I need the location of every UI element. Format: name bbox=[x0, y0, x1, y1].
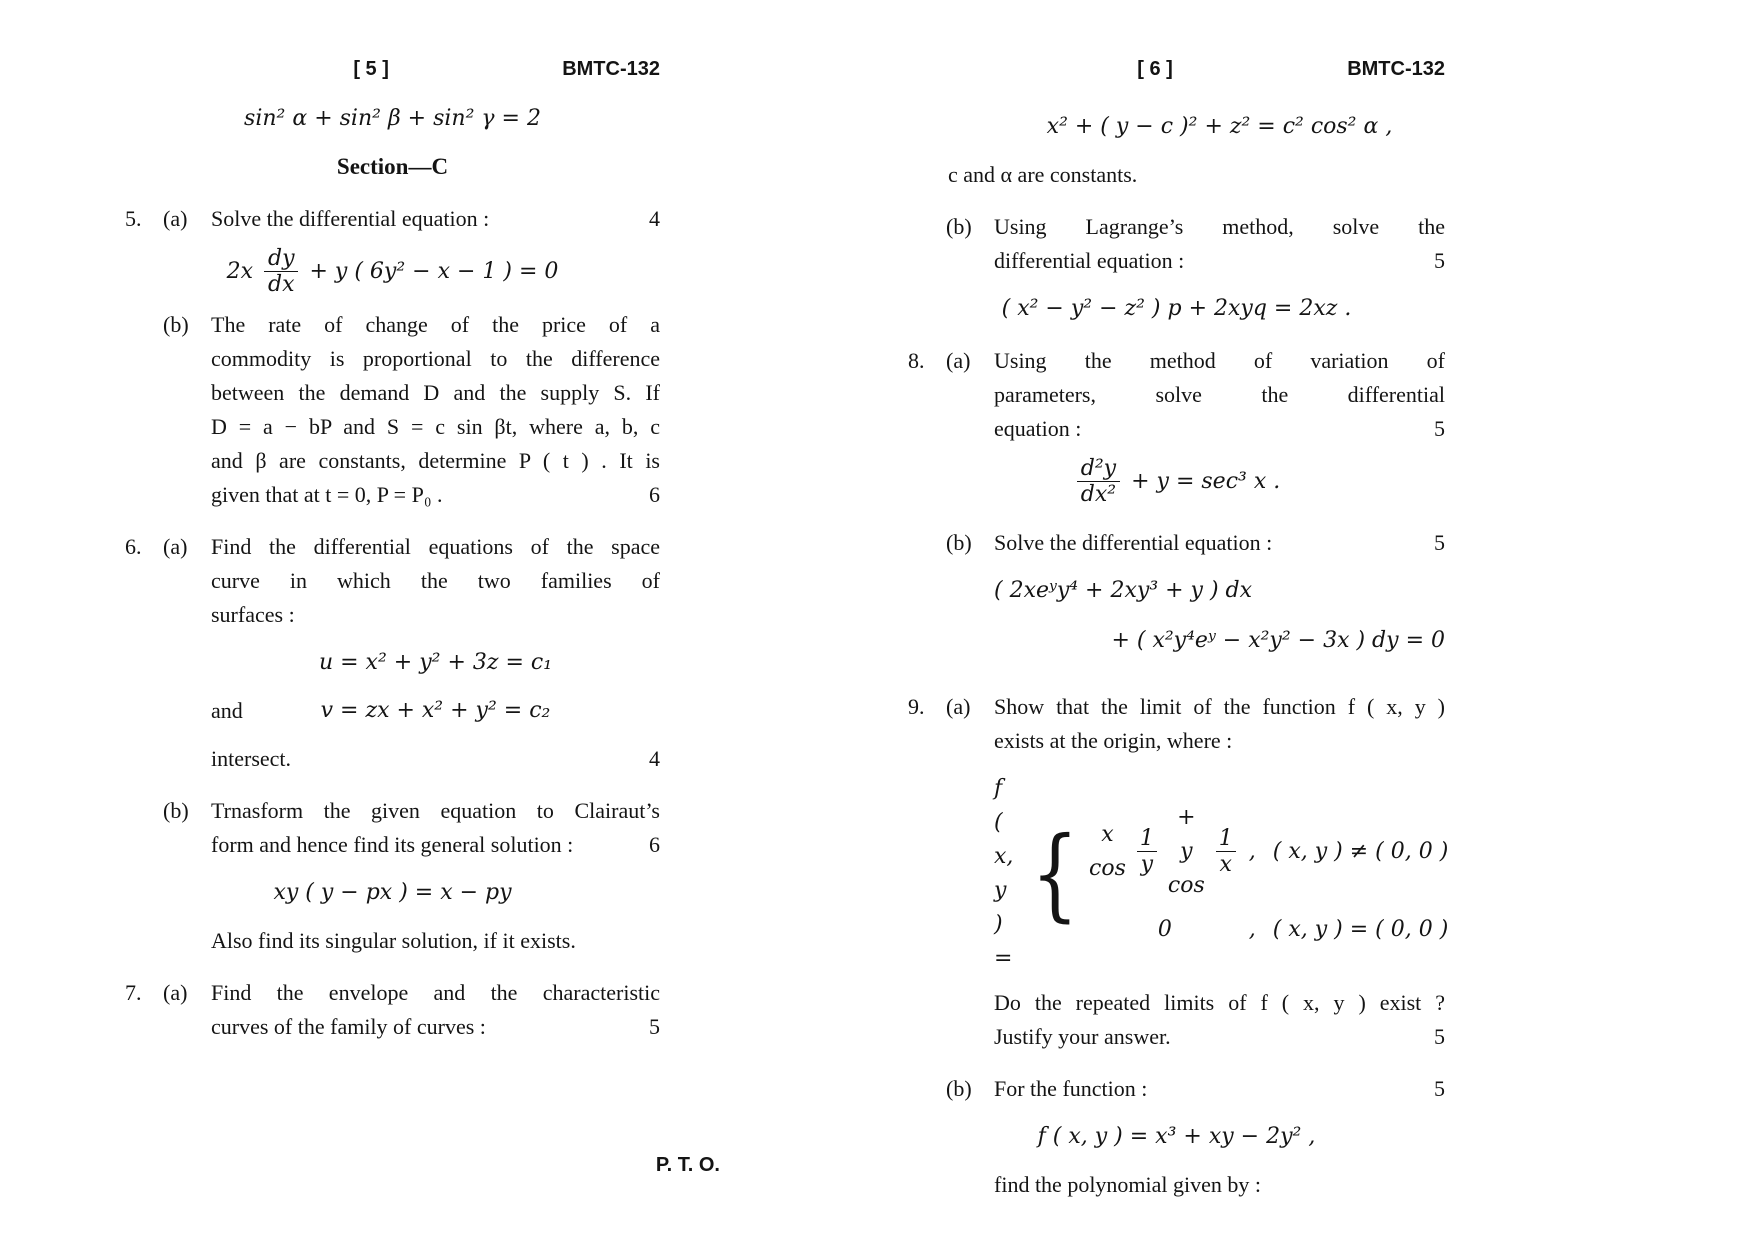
prompt-line bbox=[211, 202, 660, 236]
course-code: BMTC-132 bbox=[562, 58, 660, 80]
question-9b bbox=[908, 1072, 1445, 1106]
equation-exact-line2: + ( x²y⁴eʸ − x²y² − 3x ) dy = 0 bbox=[1111, 627, 1445, 653]
question-number-empty bbox=[908, 1072, 946, 1106]
question-text-line: Also find its singular solution, if it exists. bbox=[211, 927, 576, 953]
left-brace: { bbox=[1031, 814, 1080, 932]
question-text-line: Using Lagrange’s method, solve the bbox=[994, 214, 1445, 239]
question-body bbox=[994, 690, 1449, 1054]
part-label-empty bbox=[946, 96, 994, 158]
question-number: 8. bbox=[908, 348, 925, 373]
marks: 4 bbox=[649, 745, 660, 771]
question-text-line: equation : bbox=[994, 416, 1082, 441]
marks: 6 bbox=[649, 831, 660, 857]
case1-condition: ( x, y ) ≠ ( 0, 0 ) bbox=[1272, 838, 1449, 864]
last-line-with-marks bbox=[211, 828, 660, 862]
question-text-line: intersect. bbox=[211, 745, 292, 771]
question-7a-continued bbox=[908, 96, 1445, 158]
question-text: For the function : bbox=[994, 1075, 1148, 1101]
marks: 5 bbox=[1434, 1075, 1445, 1101]
question-text-line: Find the differential equations of the space bbox=[211, 533, 660, 559]
question-9a bbox=[908, 690, 1449, 1054]
question-body bbox=[994, 344, 1445, 446]
marks: 5 bbox=[1434, 416, 1445, 441]
part-label: (a) bbox=[946, 693, 971, 719]
part-label: (a) bbox=[163, 979, 188, 1005]
question-text-line: commodity is proportional to the difference bbox=[211, 345, 660, 371]
equation-u: u = x² + y² + 3z = c₁ bbox=[318, 649, 553, 675]
question-9b-tail bbox=[908, 1168, 1445, 1202]
fraction bbox=[1077, 456, 1120, 508]
equation-part: x cos bbox=[1089, 821, 1126, 881]
section-heading: Section—C bbox=[336, 154, 449, 179]
part-label: (a) bbox=[163, 206, 188, 231]
question-number: 9. bbox=[908, 693, 925, 719]
question-6b-tail bbox=[125, 924, 660, 958]
equation-lagrange: ( x² − y² − z² ) p + 2xyq = 2xz . bbox=[1001, 296, 1352, 321]
prompt-line bbox=[994, 1072, 1445, 1106]
and-word: and bbox=[211, 697, 243, 723]
question-number-empty bbox=[125, 794, 163, 862]
part-label: (a) bbox=[946, 348, 971, 373]
equation-part: 2x bbox=[226, 258, 253, 284]
question-text-line: curve in which the two families of bbox=[211, 567, 660, 593]
question-body bbox=[948, 158, 1445, 192]
question-number-empty bbox=[908, 210, 946, 278]
question-text-line: parameters, solve the differential bbox=[994, 382, 1445, 407]
question-number: 7. bbox=[125, 979, 142, 1005]
equation-v-row bbox=[211, 694, 660, 728]
function-lhs: f ( x, y ) = bbox=[994, 775, 1014, 971]
equation-q5a bbox=[125, 246, 660, 298]
part-label: (a) bbox=[163, 533, 188, 559]
fraction bbox=[264, 246, 299, 298]
equation-exact-line1: ( 2xeʸy⁴ + 2xy³ + y ) dx bbox=[994, 577, 1253, 603]
question-text-line: given that at t = 0, P = P₀ . bbox=[211, 481, 443, 507]
prompt-line bbox=[994, 526, 1445, 560]
question-text-line: exists at the origin, where : bbox=[994, 727, 1233, 753]
question-7a bbox=[125, 976, 660, 1044]
part-label: (b) bbox=[946, 1075, 972, 1101]
last-line-with-marks bbox=[211, 742, 660, 776]
marks: 5 bbox=[1434, 1023, 1445, 1049]
last-line-with-marks bbox=[994, 244, 1445, 278]
page-number: [ 5 ] bbox=[353, 58, 389, 80]
page-5-content bbox=[125, 52, 660, 1044]
case2-expression: 0 bbox=[1157, 916, 1172, 942]
fraction-numerator: 1 bbox=[1218, 825, 1233, 851]
question-text-line: Justify your answer. bbox=[994, 1023, 1171, 1049]
question-number-empty bbox=[908, 1168, 946, 1202]
marks: 4 bbox=[649, 206, 660, 231]
question-body bbox=[994, 526, 1445, 672]
question-8b bbox=[908, 526, 1445, 672]
question-body bbox=[211, 202, 660, 236]
question-5b bbox=[125, 308, 660, 512]
question-text-line: Do the repeated limits of f ( x, y ) exist ? bbox=[994, 989, 1445, 1015]
fraction bbox=[1136, 826, 1158, 878]
question-7b bbox=[908, 210, 1445, 278]
question-text-line: Find the envelope and the characteristic bbox=[211, 979, 660, 1005]
piecewise-cases bbox=[1089, 801, 1448, 947]
question-text-line: form and hence find its general solution : bbox=[211, 831, 574, 857]
question-body bbox=[994, 96, 1445, 158]
question-number-empty bbox=[908, 158, 946, 192]
equation-v: v = zx + x² + y² = c₂ bbox=[320, 697, 551, 723]
question-8a bbox=[908, 344, 1445, 446]
question-body bbox=[211, 308, 660, 512]
marks: 6 bbox=[649, 481, 660, 507]
fraction-numerator: d²y bbox=[1080, 456, 1117, 481]
question-text: Solve the differential equation : bbox=[994, 529, 1273, 555]
fraction bbox=[1215, 826, 1237, 878]
equation-clairaut: xy ( y − px ) = x − py bbox=[273, 879, 512, 905]
case1-expression bbox=[1089, 801, 1241, 903]
page-5-header bbox=[125, 52, 660, 88]
question-number-empty bbox=[125, 308, 163, 512]
part-label: (b) bbox=[163, 311, 189, 337]
fraction-denominator: dx bbox=[264, 271, 299, 297]
question-text-line: Using the method of variation of bbox=[994, 348, 1445, 373]
footer-pto: P. T. O. bbox=[655, 1154, 720, 1176]
question-6a bbox=[125, 530, 660, 776]
question-5a bbox=[125, 202, 660, 236]
question-text-line: and β are constants, determine P ( t ) . It is bbox=[211, 447, 660, 473]
question-number: 5. bbox=[125, 206, 142, 231]
fraction-denominator: y bbox=[1137, 851, 1157, 877]
question-body bbox=[211, 794, 660, 862]
page-6 bbox=[877, 0, 1754, 1241]
fraction-numerator: 1 bbox=[1139, 825, 1154, 851]
equation-sin-identity: sin² α + sin² β + sin² γ = 2 bbox=[244, 106, 541, 131]
piecewise-function bbox=[994, 772, 1449, 976]
fraction-denominator: dx² bbox=[1077, 481, 1120, 507]
question-text: Solve the differential equation : bbox=[211, 206, 490, 231]
question-body bbox=[994, 210, 1445, 278]
part-label-empty bbox=[946, 1168, 994, 1202]
constants-note-row bbox=[908, 158, 1445, 192]
last-line-with-marks bbox=[211, 1010, 660, 1044]
question-text-line: surfaces : bbox=[211, 601, 295, 627]
part-label: (b) bbox=[946, 214, 972, 239]
part-label-empty bbox=[163, 924, 211, 958]
equation-polynomial: f ( x, y ) = x³ + xy − 2y² , bbox=[1037, 1123, 1316, 1149]
question-text-line: c and α are constants. bbox=[948, 162, 1138, 187]
marks: 5 bbox=[1434, 529, 1445, 555]
part-label: (b) bbox=[163, 797, 189, 823]
question-text-line: curves of the family of curves : bbox=[211, 1013, 486, 1039]
marks: 5 bbox=[649, 1013, 660, 1039]
question-6b bbox=[125, 794, 660, 862]
case2-comma: , bbox=[1248, 916, 1256, 942]
question-text-line: Show that the limit of the function f ( x, y ) bbox=[994, 693, 1445, 719]
marks: 5 bbox=[1434, 248, 1445, 273]
last-line-with-marks bbox=[994, 1020, 1445, 1054]
question-text-line: differential equation : bbox=[994, 248, 1185, 273]
last-line-with-marks bbox=[211, 478, 660, 512]
part-label: (b) bbox=[946, 529, 972, 555]
page-6-header bbox=[908, 52, 1445, 88]
question-number-empty bbox=[125, 924, 163, 958]
equation-sphere-family: x² + ( y − c )² + z² = c² cos² α , bbox=[1046, 114, 1393, 139]
question-body bbox=[211, 924, 660, 958]
question-number-empty bbox=[908, 96, 946, 158]
equation-part: + y ( 6y² − x − 1 ) = 0 bbox=[309, 258, 559, 284]
case2-condition: ( x, y ) = ( 0, 0 ) bbox=[1272, 916, 1449, 942]
equation-part: + y = sec³ x . bbox=[1131, 468, 1281, 494]
equation-q8a bbox=[908, 456, 1445, 508]
fraction-numerator: dy bbox=[267, 246, 295, 271]
question-text-line: find the polynomial given by : bbox=[994, 1171, 1262, 1197]
question-number: 6. bbox=[125, 533, 142, 559]
question-text-line: between the demand D and the supply S. If bbox=[211, 379, 660, 405]
question-body bbox=[994, 1168, 1445, 1202]
question-text-line: Trnasform the given equation to Clairaut’s bbox=[211, 797, 660, 823]
last-line-with-marks bbox=[994, 412, 1445, 446]
question-text-line: D = a − bP and S = c sin βt, where a, b, c bbox=[211, 413, 660, 439]
equation-part: + y cos bbox=[1167, 804, 1205, 898]
question-body bbox=[211, 530, 660, 776]
question-number-empty bbox=[908, 526, 946, 672]
page-6-content bbox=[908, 52, 1449, 1202]
question-body bbox=[994, 1072, 1445, 1106]
page-number: [ 6 ] bbox=[1137, 58, 1173, 80]
course-code: BMTC-132 bbox=[1347, 58, 1445, 80]
fraction-denominator: x bbox=[1216, 851, 1236, 877]
question-body bbox=[211, 976, 660, 1044]
question-text-line: The rate of change of the price of a bbox=[211, 311, 660, 337]
case1-comma: , bbox=[1248, 838, 1256, 864]
